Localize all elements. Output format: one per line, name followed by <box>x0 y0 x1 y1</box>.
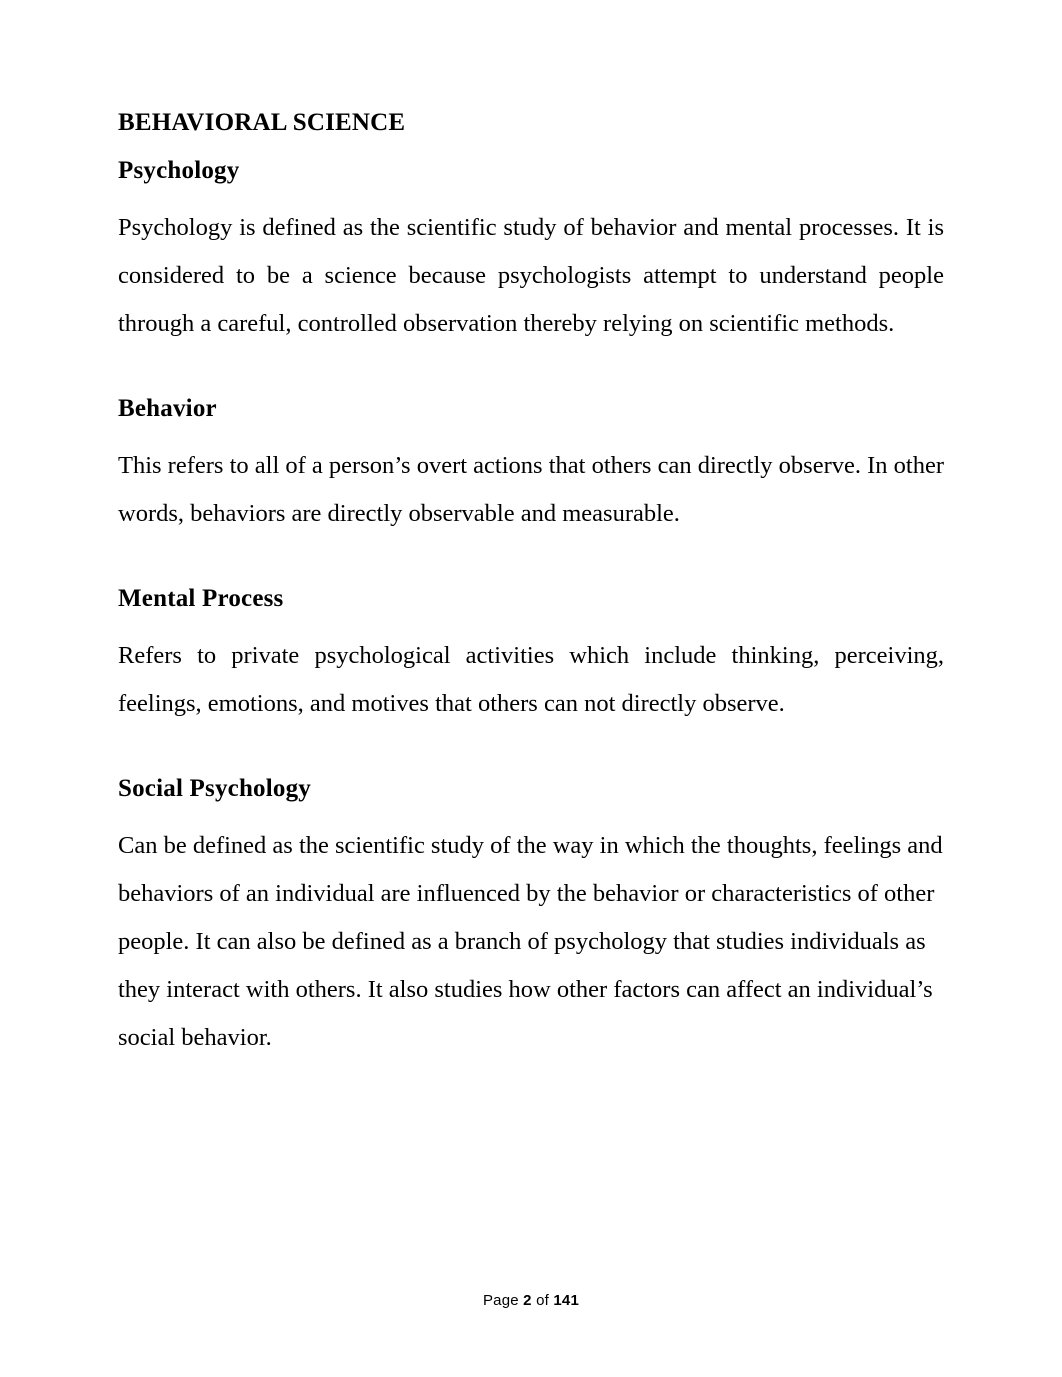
section-body-social-psychology: Can be defined as the scientific study of the way in which the thoughts, feelings and behaviors of an individual are influenced by the behavior or characteristics of other people. It can also be defined as a branch of psychology that studies individuals as they interact with others. It also studies how other factors can affect an individual’s social behavior. <box>118 832 943 1051</box>
page-footer <box>0 1292 1062 1309</box>
section-heading-behavior: Behavior <box>118 395 217 422</box>
section-body-mental-process: Refers to private psychological activities which include thinking, perceiving, feelings, emotions, and motives that others can not directly observe. <box>118 642 944 717</box>
spacer <box>118 538 944 586</box>
page-title: BEHAVIORAL SCIENCE <box>118 109 406 136</box>
spacer <box>118 611 944 632</box>
spacer <box>118 348 944 396</box>
footer-current-page: 2 <box>523 1292 532 1309</box>
footer-total-pages: 141 <box>553 1292 580 1309</box>
footer-prefix: Page <box>482 1292 524 1309</box>
spacer <box>118 421 944 442</box>
spacer <box>118 728 944 776</box>
spacer <box>118 183 944 204</box>
spacer <box>118 801 944 822</box>
spacer <box>118 135 944 158</box>
section-heading-mental-process: Mental Process <box>118 585 284 612</box>
footer-middle: of <box>531 1292 554 1309</box>
section-heading-social-psychology: Social Psychology <box>118 775 311 802</box>
section-heading-psychology: Psychology <box>118 157 240 184</box>
section-body-behavior: This refers to all of a person’s overt actions that others can directly observe. In other words, behaviors are directly observable and measurable. <box>118 452 944 527</box>
section-body-psychology: Psychology is defined as the scientific study of behavior and mental processes. It is considered to be a science because psychologists attempt to understand people through a careful, controlled observation thereby relying on scientific methods. <box>118 214 944 337</box>
